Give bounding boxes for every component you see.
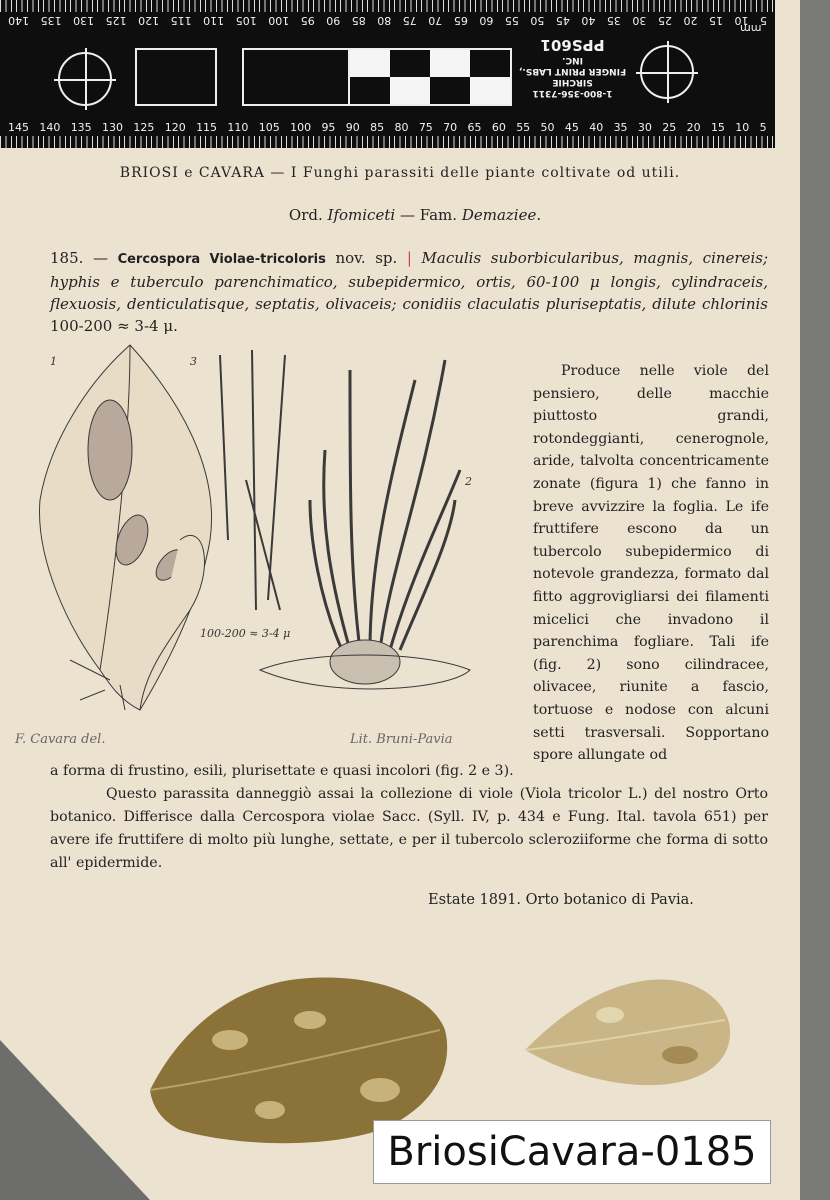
ruler-bottom-number-14: 75 bbox=[418, 121, 433, 134]
ruler-top-number-13: 70 bbox=[428, 14, 443, 27]
ruler-top-number-4: 25 bbox=[657, 14, 672, 27]
fig2-hyphae-fascicle bbox=[310, 360, 460, 650]
brand-company: FINGER PRINT LABS., INC. bbox=[518, 55, 627, 76]
checker-pattern bbox=[348, 48, 512, 106]
ruler-bottom-number-25: 20 bbox=[686, 121, 701, 134]
ruler-top-number-1: 10 bbox=[734, 14, 749, 27]
locality-line: Estate 1891. Orto botanico di Pavia. bbox=[428, 892, 694, 908]
ruler-top-number-27: 140 bbox=[8, 14, 30, 27]
ruler-numbers-top bbox=[0, 14, 775, 27]
taxonomy-line bbox=[0, 206, 830, 224]
ruler-bottom-number-10: 95 bbox=[321, 121, 336, 134]
fig1-spot-large bbox=[88, 400, 132, 500]
brand-name: PPS601 bbox=[540, 36, 605, 54]
latin-diagnosis: Maculis suborbicularibus, magnis, cinereis; hyphis e tuberculo parenchimatico, subepidermico, ortis, 60-100 μ longis, cylindraceis, flexuosis, denticulatisque, septatis, olivaceis; conidiis claculatis pluriseptatis, dilute chlorinis bbox=[50, 249, 768, 313]
crosshair-target-left bbox=[58, 52, 112, 106]
species-entry bbox=[50, 247, 768, 337]
brand-sub: SIRCHIE bbox=[552, 77, 593, 87]
ruler-top-number-7: 40 bbox=[581, 14, 596, 27]
entry-number: 185. — bbox=[50, 249, 108, 267]
ruler-bottom-number-0: 145 bbox=[8, 121, 29, 134]
background-corner bbox=[0, 1040, 150, 1200]
ruler-bottom-number-6: 115 bbox=[196, 121, 218, 134]
ruler-top-number-24: 125 bbox=[105, 14, 127, 27]
ruler-bottom-number-3: 130 bbox=[102, 121, 124, 134]
ruler-bottom-number-1: 140 bbox=[39, 121, 61, 134]
annotation-mark: | bbox=[406, 249, 412, 267]
ruler-bottom-number-28: 5 bbox=[759, 121, 767, 134]
ruler-top-number-23: 120 bbox=[138, 14, 160, 27]
ruler-bottom-number-5: 120 bbox=[164, 121, 186, 134]
white-reference-box bbox=[135, 48, 217, 106]
family-sep: — Fam. bbox=[399, 206, 458, 224]
ruler-top-number-16: 85 bbox=[351, 14, 366, 27]
credit-right: Lit. Bruni-Pavia bbox=[350, 732, 453, 747]
ruler-bottom-number-11: 90 bbox=[345, 121, 360, 134]
order-prefix: Ord. bbox=[288, 206, 323, 224]
brand-phone: 1-800-356-7311 bbox=[532, 88, 613, 98]
ruler-bottom-number-16: 65 bbox=[467, 121, 482, 134]
ruler-top-number-14: 75 bbox=[402, 14, 417, 27]
ruler-unit-label: mm bbox=[740, 22, 762, 35]
ruler-bottom-number-4: 125 bbox=[133, 121, 155, 134]
ruler-bottom-number-9: 100 bbox=[290, 121, 312, 134]
ruler-top-number-3: 20 bbox=[683, 14, 698, 27]
ruler-numbers-bottom bbox=[0, 121, 775, 134]
credit-left: F. Cavara del. bbox=[15, 732, 106, 747]
crosshair-target-right bbox=[640, 45, 694, 99]
fig3-spore-3 bbox=[268, 355, 285, 600]
ruler-top-number-12: 65 bbox=[453, 14, 468, 27]
ruler-bottom-number-7: 110 bbox=[227, 121, 249, 134]
ruler-top-number-21: 110 bbox=[203, 14, 225, 27]
specimen-leaf-small bbox=[520, 975, 740, 1090]
ruler-top-number-19: 100 bbox=[268, 14, 290, 27]
fig3-spore-1 bbox=[220, 355, 228, 540]
description-para2: Questo parassita danneggiò assai la collezione di viole (Viola tricolor L.) del nostro Orto botanico. Differisce dalla Cercospora violae Sacc. (Syll. IV, p. 434 e Fung. Ital. tavola 651) per avere ife fruttifere di molto più lunghe, settate, e per il tubercolo scleroziiforme che forma di sotto all' epidermide. bbox=[50, 786, 768, 871]
description-continuation: a forma di frustino, esili, plurisettate e quasi incolori (fig. 2 e 3). bbox=[50, 763, 514, 779]
family-name: Demaziee. bbox=[461, 206, 542, 224]
ruler-bottom-number-24: 25 bbox=[662, 121, 677, 134]
ruler-bottom-number-27: 10 bbox=[735, 121, 750, 134]
ruler-bottom-number-17: 60 bbox=[491, 121, 506, 134]
ruler-bottom-number-15: 70 bbox=[443, 121, 458, 134]
fig2-tubercle bbox=[330, 640, 400, 684]
scale-note: 100-200 ≈ 3-4 μ bbox=[200, 627, 291, 640]
species-status: nov. sp. bbox=[335, 249, 398, 267]
ruler-top-number-2: 15 bbox=[708, 14, 723, 27]
ruler-top-number-26: 135 bbox=[40, 14, 62, 27]
description-continued bbox=[50, 760, 768, 875]
description-column bbox=[533, 360, 769, 767]
ruler-bottom-number-2: 135 bbox=[70, 121, 92, 134]
ruler-bottom-number-8: 105 bbox=[258, 121, 280, 134]
fig3-spore-2 bbox=[252, 350, 256, 610]
specimen-barcode-label: BriosiCavara-0185 bbox=[373, 1120, 771, 1184]
black-reference-box bbox=[242, 48, 350, 106]
ruler-top-number-10: 55 bbox=[504, 14, 519, 27]
ruler-bottom-number-19: 50 bbox=[540, 121, 555, 134]
ruler-bottom-number-22: 35 bbox=[613, 121, 628, 134]
botanical-illustration bbox=[15, 340, 520, 760]
spore-dimensions: 100-200 ≈ 3-4 μ. bbox=[50, 317, 178, 335]
order-name: Ifomiceti bbox=[327, 206, 396, 224]
ruler-top-number-22: 115 bbox=[170, 14, 192, 27]
ruler-top-number-6: 35 bbox=[606, 14, 621, 27]
ruler-bottom-number-18: 55 bbox=[516, 121, 531, 134]
ruler-bottom-number-26: 15 bbox=[710, 121, 725, 134]
ruler-bottom-number-12: 85 bbox=[370, 121, 385, 134]
fig2-label: 2 bbox=[465, 475, 472, 488]
ruler-ticks-bottom bbox=[0, 136, 775, 148]
ruler-bottom-number-23: 30 bbox=[637, 121, 652, 134]
ruler-ticks-top bbox=[0, 0, 775, 12]
ruler-bottom-number-13: 80 bbox=[394, 121, 409, 134]
species-name: Cercospora Violae-tricoloris bbox=[117, 252, 326, 267]
fig3-label: 3 bbox=[190, 355, 197, 368]
ruler-top-number-15: 80 bbox=[377, 14, 392, 27]
scale-ruler bbox=[0, 0, 775, 148]
ruler-bottom-number-21: 40 bbox=[589, 121, 604, 134]
ruler-top-number-17: 90 bbox=[326, 14, 341, 27]
ruler-top-number-5: 30 bbox=[632, 14, 647, 27]
ruler-bottom-number-20: 45 bbox=[564, 121, 579, 134]
ruler-top-number-20: 105 bbox=[235, 14, 257, 27]
ruler-top-number-11: 60 bbox=[479, 14, 494, 27]
fig1-label: 1 bbox=[50, 355, 57, 368]
ruler-top-number-8: 45 bbox=[555, 14, 570, 27]
description-para1: Produce nelle viole del pensiero, delle macchie piuttosto grandi, rotondeggianti, cenerognole, aride, talvolta concentricamente zonate (figura 1) che fanno in breve avvizzire la foglia. Le ife fruttifere escono da un tubercolo subepidermico di notevole grandezza, formato dal fitto aggrovigliarsi dei filamenti micelici che invadono il parenchima fogliare. Tali ife (fig. 2) sono cilindracee, olivacee, riunite a fascio, tortuose e nodose con alcuni setti trasversali. Sopportano spore allungate od bbox=[533, 363, 769, 764]
publication-header: BRIOSI e CAVARA — I Funghi parassiti delle piante coltivate od utili. bbox=[119, 165, 681, 181]
ruler-top-number-25: 130 bbox=[73, 14, 95, 27]
ruler-top-number-0: 5 bbox=[760, 14, 767, 27]
ruler-top-number-18: 95 bbox=[300, 14, 315, 27]
ruler-brand bbox=[510, 36, 635, 98]
ruler-top-number-9: 50 bbox=[530, 14, 545, 27]
